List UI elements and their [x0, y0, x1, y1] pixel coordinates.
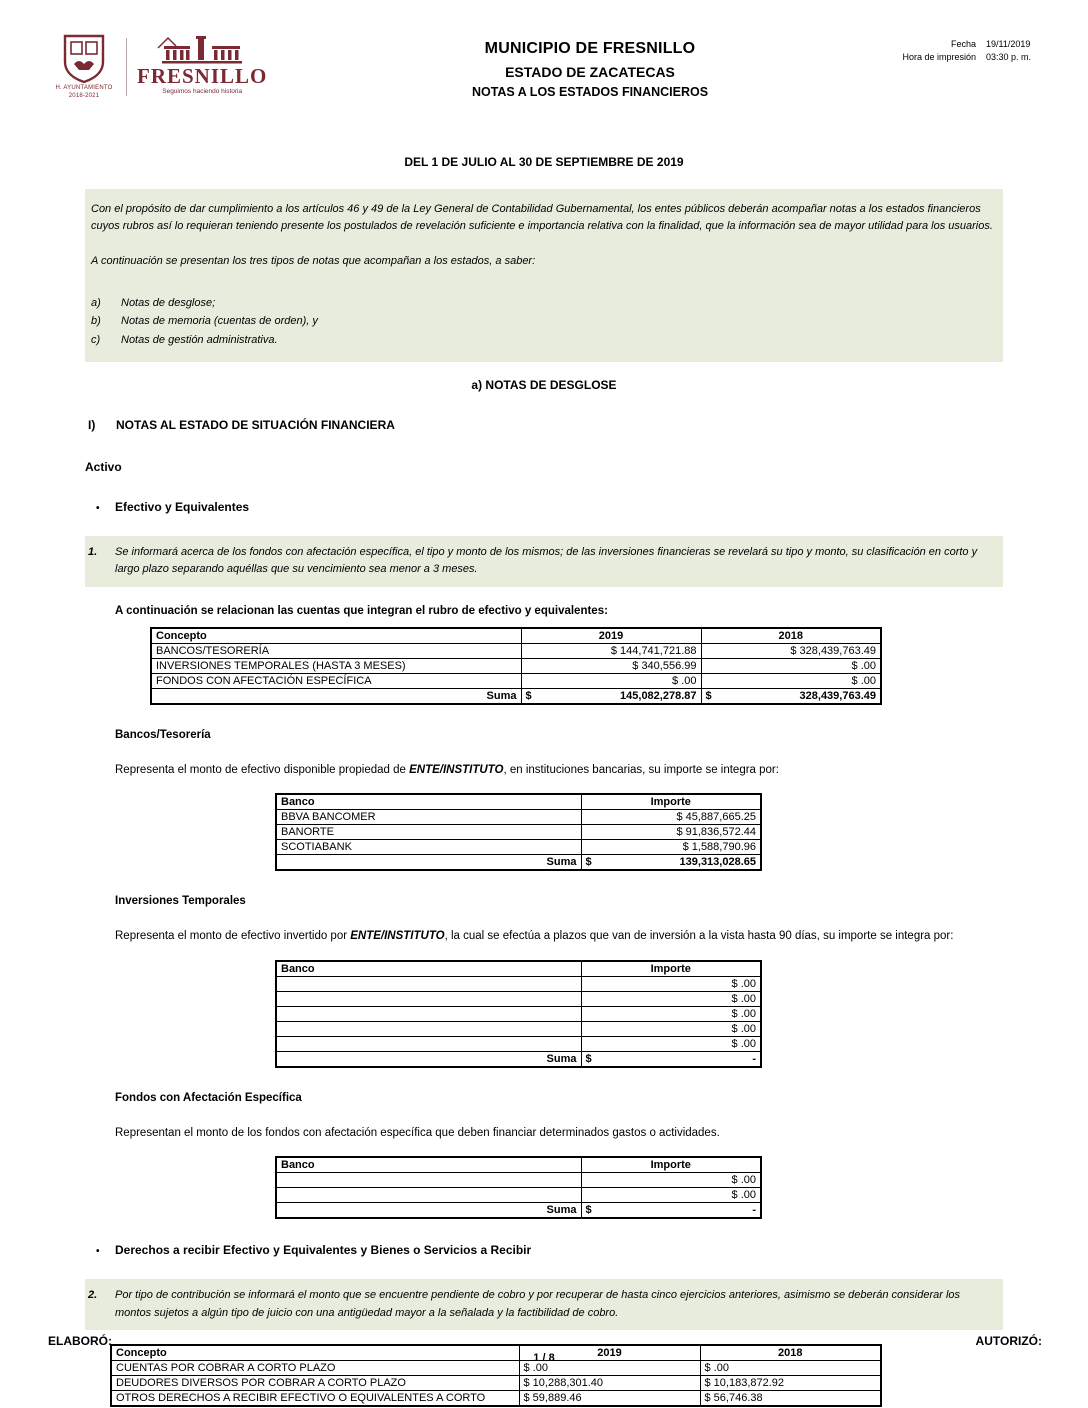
fecha-label: Fecha — [950, 39, 976, 49]
table-row — [151, 643, 881, 658]
cell-2018: $ 328,439,763.49 — [701, 643, 881, 658]
list-item — [91, 294, 993, 313]
suma-value: - — [752, 1204, 756, 1217]
autorizo-label: AUTORIZÓ: — [975, 1334, 1042, 1348]
activo-heading: Activo — [85, 459, 122, 474]
cell-importe: $ .00 — [581, 1036, 761, 1051]
cell-banco — [276, 976, 581, 991]
fondos-table — [275, 1156, 762, 1219]
suma-label: Suma — [276, 1203, 581, 1219]
suma-label: Suma — [276, 855, 581, 871]
fecha-value: 19/11/2019 — [986, 39, 1031, 49]
fondos-paragraph: Representan el monto de los fondos con afectación específica que deben financiar determinados gastos o actividades. — [115, 1126, 720, 1139]
fondos-heading: Fondos con Afectación Específica — [115, 1091, 302, 1104]
cell-banco — [276, 1173, 581, 1188]
cell-banco — [276, 1021, 581, 1036]
list-item — [91, 331, 993, 350]
suma-label: Suma — [151, 688, 521, 704]
intro-block — [85, 189, 1003, 362]
crest-caption-line1: H. AYUNTAMIENTO — [55, 85, 113, 91]
shield-icon — [52, 34, 116, 84]
cell-banco: BANORTE — [276, 825, 581, 840]
hora-value: 03:30 p. m. — [986, 51, 1032, 62]
table-row — [151, 658, 881, 673]
cell-importe: $ .00 — [581, 1188, 761, 1203]
cell-banco — [276, 1188, 581, 1203]
cell-concepto: CUENTAS POR COBRAR A CORTO PLAZO — [111, 1361, 519, 1376]
cell-importe: $ 45,887,665.25 — [581, 810, 761, 825]
suma-importe — [581, 855, 761, 871]
inversiones-table — [275, 960, 762, 1068]
intro-paragraph-1: Con el propósito de dar cumplimiento a los artículos 46 y 49 de la Ley General de Contabilidad Gubernamental, los entes públicos deberán acompañar notas a los estados financieros cuyos rubros así lo requieran teniendo presente los postulados de revelación suficiente e importancia relativa con la finalidad, que la información sea de mayor utilidad para los usuarios. — [91, 202, 993, 232]
derechos-bullet-label: Derechos a recibir Efectivo y Equivalentes y Bienes o Servicios a Recibir — [115, 1243, 532, 1258]
inversiones-paragraph — [115, 927, 975, 945]
ente-instituto-term: ENTE/INSTITUTO — [409, 763, 504, 776]
crest-caption — [52, 85, 116, 101]
efectivo-bullet-label: Efectivo y Equivalentes — [115, 499, 250, 514]
table-row — [151, 673, 881, 688]
bancos-text-post: , en instituciones bancarias, su importe se integra por: — [503, 763, 779, 776]
list-item — [91, 312, 993, 331]
cell-banco: SCOTIABANK — [276, 840, 581, 855]
header-2019: 2019 — [519, 1345, 700, 1361]
table-row — [111, 1391, 881, 1407]
efectivo-intro-text: A continuación se relacionan las cuentas que integran el rubro de efectivo y equivalentes: — [115, 604, 608, 617]
note-2 — [85, 1279, 1003, 1330]
cell-2018: $ .00 — [701, 673, 881, 688]
header-2019: 2019 — [521, 628, 701, 644]
cell-concepto: DEUDORES DIVERSOS POR COBRAR A CORTO PLAZO — [111, 1376, 519, 1391]
cell-concepto: BANCOS/TESORERÍA — [151, 643, 521, 658]
table-row — [276, 1006, 761, 1021]
efectivo-table — [150, 627, 882, 705]
fresnillo-logo — [137, 36, 267, 95]
table-row — [276, 1021, 761, 1036]
derechos-bullet-heading — [96, 1243, 1003, 1257]
fresnillo-wordmark: FRESNILLO — [137, 64, 268, 88]
bullet-icon: • — [96, 1246, 100, 1258]
header-concepto: Concepto — [111, 1345, 519, 1361]
section-situacion-heading — [88, 418, 1003, 432]
table-suma-row — [276, 1203, 761, 1219]
report-period: DEL 1 DE JULIO AL 30 DE SEPTIEMBRE DE 2019 — [404, 154, 684, 169]
list-item-key: c) — [91, 334, 101, 347]
suma-importe — [581, 1203, 761, 1219]
intro-paragraph-2: A continuación se presentan los tres tipos de notas que acompañan a los estados, a saber: — [91, 254, 536, 267]
table-row — [111, 1376, 881, 1391]
bancos-text-pre: Representa el monto de efectivo disponible propiedad de — [115, 763, 410, 776]
header-importe: Importe — [581, 794, 761, 810]
table-row — [276, 1036, 761, 1051]
title-municipio: MUNICIPIO DE FRESNILLO — [484, 40, 696, 57]
suma-value: 139,313,028.65 — [679, 856, 756, 869]
cell-concepto: FONDOS CON AFECTACIÓN ESPECÍFICA — [151, 673, 521, 688]
ayuntamiento-crest — [52, 34, 116, 101]
table-row — [276, 825, 761, 840]
table-row — [276, 1188, 761, 1203]
suma-2018 — [701, 688, 881, 704]
note-1-text: Se informará acerca de los fondos con afectación específica, el tipo y monto de los mismos; de las inversiones financieras se revelará su tipo y monto, su clasificación en corto y largo plazo separando aquéllas que su vencimiento sea menor a 3 meses. — [115, 545, 978, 576]
currency-sign: $ — [585, 856, 592, 869]
header-banco: Banco — [276, 1157, 581, 1173]
header-2018: 2018 — [701, 628, 881, 644]
ente-instituto-term: ENTE/INSTITUTO — [350, 930, 445, 943]
list-item-text: Notas de gestión administrativa. — [121, 334, 278, 347]
suma-2019-value: 145,082,278.87 — [620, 689, 697, 702]
header-banco: Banco — [276, 961, 581, 977]
suma-value: - — [752, 1052, 756, 1065]
list-item-key: b) — [91, 315, 101, 328]
cell-2019: $ 144,741,721.88 — [521, 643, 701, 658]
title-estado: ESTADO DE ZACATECAS — [505, 64, 675, 80]
cell-banco — [276, 1036, 581, 1051]
section-number: I) — [88, 417, 96, 432]
table-header-row — [276, 1157, 761, 1173]
cell-2018: $ .00 — [700, 1361, 881, 1376]
inversiones-text-pre: Representa el monto de efectivo invertido por — [115, 930, 351, 943]
suma-label: Suma — [276, 1051, 581, 1067]
cell-2018: $ .00 — [701, 658, 881, 673]
cell-2019: $ .00 — [519, 1361, 700, 1376]
cell-importe: $ .00 — [581, 991, 761, 1006]
suma-2018-value: 328,439,763.49 — [799, 689, 876, 702]
cell-banco: BBVA BANCOMER — [276, 810, 581, 825]
suma-importe — [581, 1051, 761, 1067]
cell-importe: $ .00 — [581, 1021, 761, 1036]
suma-2019 — [521, 688, 701, 704]
list-item-text: Notas de memoria (cuentas de orden), y — [121, 315, 318, 328]
cell-banco — [276, 1006, 581, 1021]
section-title: NOTAS AL ESTADO DE SITUACIÓN FINANCIERA — [116, 417, 395, 432]
currency-sign: $ — [585, 1204, 592, 1217]
inversiones-heading: Inversiones Temporales — [115, 895, 246, 908]
table-row — [276, 1173, 761, 1188]
list-item-key: a) — [91, 296, 101, 309]
table-suma-row — [276, 1051, 761, 1067]
note-1-number: 1. — [88, 545, 98, 558]
header-2018: 2018 — [700, 1345, 881, 1361]
title-notas: NOTAS A LOS ESTADOS FINANCIEROS — [471, 85, 709, 99]
hora-label: Hora de impresión — [902, 51, 976, 62]
cell-concepto: OTROS DERECHOS A RECIBIR EFECTIVO O EQUIVALENTES A CORTO — [111, 1391, 519, 1407]
table-suma-row — [276, 855, 761, 871]
header-importe: Importe — [581, 1157, 761, 1173]
cell-concepto: INVERSIONES TEMPORALES (HASTA 3 MESES) — [151, 658, 521, 673]
notes-type-list — [91, 294, 993, 350]
cell-2019: $ 340,556.99 — [521, 658, 701, 673]
logo-group — [52, 34, 322, 101]
bancos-paragraph — [115, 761, 975, 779]
table-header-row — [276, 961, 761, 977]
header-concepto: Concepto — [151, 628, 521, 644]
cell-importe: $ .00 — [581, 976, 761, 991]
fresnillo-tagline: Seguimos haciendo historia — [162, 88, 243, 95]
cell-importe: $ .00 — [581, 1173, 761, 1188]
note-1 — [85, 536, 1003, 587]
bullet-icon: • — [96, 502, 100, 514]
document-titles — [322, 34, 858, 99]
table-row — [276, 976, 761, 991]
bancos-heading: Bancos/Tesorería — [115, 728, 211, 741]
cell-importe: $ 1,588,790.96 — [581, 840, 761, 855]
table-row — [276, 991, 761, 1006]
building-icon — [137, 36, 267, 66]
currency-sign: $ — [525, 689, 532, 702]
print-info — [858, 34, 1048, 63]
cell-2019: $ .00 — [521, 673, 701, 688]
cell-2018: $ 10,183,872.92 — [700, 1376, 881, 1391]
crest-caption-line2: 2018-2021 — [68, 92, 100, 99]
page-number: 1 / 8 — [533, 1352, 555, 1364]
cell-importe: $ 91,836,572.44 — [581, 825, 761, 840]
cell-importe: $ .00 — [581, 1006, 761, 1021]
elaboro-label: ELABORÓ: — [48, 1334, 112, 1348]
table-header-row — [276, 794, 761, 810]
currency-sign: $ — [585, 1052, 592, 1065]
inversiones-text-post: , la cual se efectúa a plazos que van de inversión a la vista hasta 90 días, su importe se integra por: — [444, 930, 954, 943]
cell-banco — [276, 991, 581, 1006]
logo-divider — [126, 38, 127, 96]
note-2-number: 2. — [88, 1289, 98, 1302]
efectivo-bullet-heading — [96, 500, 1003, 514]
section-desglose-title: a) NOTAS DE DESGLOSE — [471, 377, 617, 392]
cell-2019: $ 59,889.46 — [519, 1391, 700, 1407]
table-suma-row — [151, 688, 881, 704]
currency-sign: $ — [705, 689, 712, 702]
list-item-text: Notas de desglose; — [121, 296, 216, 309]
bancos-table — [275, 793, 762, 871]
cell-2019: $ 10,288,301.40 — [519, 1376, 700, 1391]
cell-2018: $ 56,746.38 — [700, 1391, 881, 1407]
header-importe: Importe — [581, 961, 761, 977]
note-2-text: Por tipo de contribución se informará el monto que se encuentre pendiente de cobro y por recuperar de hasta cinco ejercicios anteriores, asimismo se deberán considerar los montos sujetos a algún tipo de juicio con una antigüedad mayor a la señalada y la factibilidad de cobro. — [115, 1289, 961, 1319]
table-row — [276, 840, 761, 855]
page-header — [0, 0, 1088, 101]
header-banco: Banco — [276, 794, 581, 810]
table-header-row — [151, 628, 881, 644]
table-row — [276, 810, 761, 825]
